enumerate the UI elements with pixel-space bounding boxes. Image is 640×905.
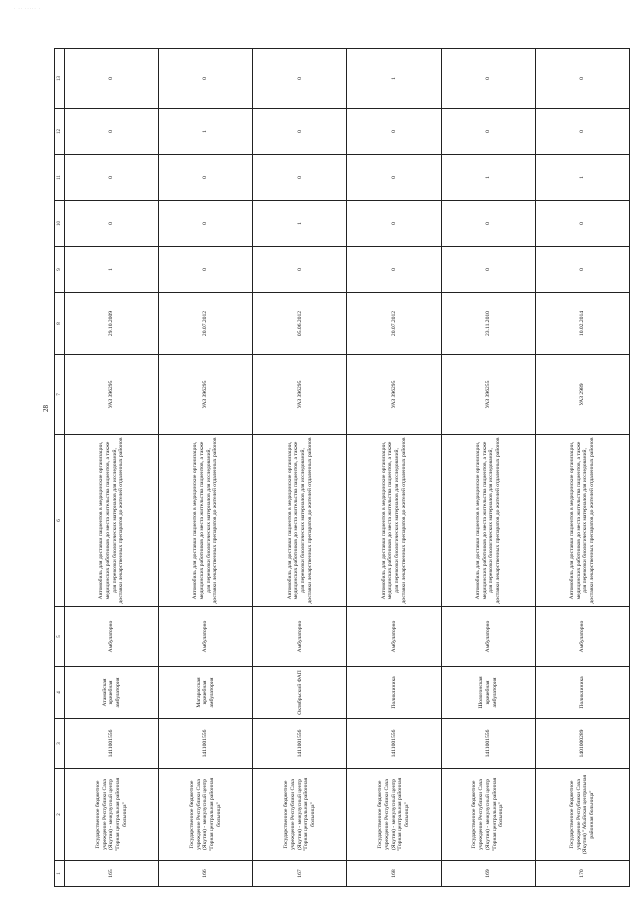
vehicle-register-table <box>54 48 630 887</box>
page-number: 28 <box>42 405 50 412</box>
count-col-11: 1 <box>441 155 535 201</box>
count-col-10: 0 <box>535 201 629 247</box>
vehicle-date: 10.02.2014 <box>535 293 629 355</box>
column-number: 6 <box>55 435 65 607</box>
count-col-9: 0 <box>347 247 441 293</box>
care-type: Амбулаторно <box>65 607 159 667</box>
vehicle-model: УАЗ 396295 <box>347 355 441 435</box>
table-row <box>253 49 347 887</box>
table-row <box>347 49 441 887</box>
inn-code: 1401000289 <box>535 719 629 769</box>
column-number: 1 <box>55 861 65 887</box>
column-number: 8 <box>55 293 65 355</box>
count-col-10: 0 <box>159 201 253 247</box>
vehicle-purpose: Автомобиль для доставки пациентов в медицинские организации, медицинских работников до места жительства пациентов, а также для перевозки биологических материалов для исследований, доставки лекарственных препаратов до жителей отдаленных районов <box>65 435 159 607</box>
count-col-11: 0 <box>65 155 159 201</box>
inn-code: 1411001556 <box>159 719 253 769</box>
column-number: 2 <box>55 769 65 861</box>
organization-name: Государственное бюджетное учреждение Республики Саха (Якутия) - межулусный центр "Горная центральная районная больница" <box>441 769 535 861</box>
column-number: 3 <box>55 719 65 769</box>
vehicle-purpose: Автомобиль для доставки пациентов в медицинские организации, медицинских работников до места жительства пациентов, а также для перевозки биологических материалов для исследований, доставки лекарственных препаратов до жителей отдаленных районов <box>535 435 629 607</box>
subdivision-name: Шологонская врачебная амбулатория <box>441 667 535 719</box>
vehicle-date: 20.07.2012 <box>347 293 441 355</box>
table-row <box>159 49 253 887</box>
organization-name: Государственное бюджетное учреждение Республики Саха (Якутия) - межулусный центр "Горная центральная районная больница" <box>159 769 253 861</box>
organization-name: Государственное бюджетное учреждение Республики Саха (Якутия) - межулусный центр "Горная центральная районная больница" <box>253 769 347 861</box>
subdivision-name: Магарасская врачебная амбулатория <box>159 667 253 719</box>
count-col-10: 0 <box>347 201 441 247</box>
column-number: 13 <box>55 49 65 109</box>
organization-name: Государственное бюджетное учреждение Республики Саха (Якутия) - межулусный центр "Горная центральная районная больница" <box>347 769 441 861</box>
row-number: 170 <box>535 861 629 887</box>
count-col-11: 0 <box>253 155 347 201</box>
count-col-10: 0 <box>65 201 159 247</box>
count-col-12: 0 <box>65 109 159 155</box>
count-col-13: 0 <box>65 49 159 109</box>
vehicle-date: 23.11.2010 <box>441 293 535 355</box>
count-col-9: 0 <box>253 247 347 293</box>
column-number-row <box>55 49 65 887</box>
vehicle-model: УАЗ 396295 <box>159 355 253 435</box>
count-col-13: 0 <box>253 49 347 109</box>
row-number: 165 <box>65 861 159 887</box>
care-type: Амбулаторно <box>159 607 253 667</box>
count-col-9: 1 <box>65 247 159 293</box>
count-col-13: 0 <box>535 49 629 109</box>
care-type: Амбулаторно <box>535 607 629 667</box>
scan-mark: · ·· ····· · <box>14 6 41 11</box>
column-number: 7 <box>55 355 65 435</box>
table-row <box>65 49 159 887</box>
care-type: Амбулаторно <box>347 607 441 667</box>
table-row <box>441 49 535 887</box>
organization-name: Государственное бюджетное учреждение Республики Саха (Якутия) "Абыйская центральная районная больница" <box>535 769 629 861</box>
subdivision-name: Октябрьский ФАП <box>253 667 347 719</box>
care-type: Амбулаторно <box>441 607 535 667</box>
row-number: 168 <box>347 861 441 887</box>
vehicle-model: УАЗ 2989 <box>535 355 629 435</box>
vehicle-date: 29.10.2009 <box>65 293 159 355</box>
inn-code: 1411001556 <box>347 719 441 769</box>
vehicle-purpose: Автомобиль для доставки пациентов в медицинские организации, медицинских работников до места жительства пациентов, а также для перевозки биологических материалов для исследований, доставки лекарственных препаратов до жителей отдаленных районов <box>347 435 441 607</box>
subdivision-name: Атамайская врачебная амбулатория <box>65 667 159 719</box>
count-col-9: 0 <box>535 247 629 293</box>
count-col-13: 0 <box>159 49 253 109</box>
organization-name: Государственное бюджетное учреждение Республики Саха (Якутия) - межулусный центр "Горная центральная районная больница" <box>65 769 159 861</box>
count-col-9: 0 <box>441 247 535 293</box>
count-col-11: 0 <box>347 155 441 201</box>
column-number: 10 <box>55 201 65 247</box>
vehicle-purpose: Автомобиль для доставки пациентов в медицинские организации, медицинских работников до места жительства пациентов, а также для перевозки биологических материалов для исследований, доставки лекарственных препаратов до жителей отдаленных районов <box>441 435 535 607</box>
vehicle-date: 05.06.2012 <box>253 293 347 355</box>
vehicle-model: УАЗ 396295 <box>253 355 347 435</box>
vehicle-model: УАЗ 396255 <box>441 355 535 435</box>
row-number: 169 <box>441 861 535 887</box>
count-col-12: 0 <box>535 109 629 155</box>
count-col-11: 0 <box>159 155 253 201</box>
column-number: 9 <box>55 247 65 293</box>
count-col-12: 0 <box>441 109 535 155</box>
vehicle-date: 20.07.2012 <box>159 293 253 355</box>
count-col-13: 1 <box>347 49 441 109</box>
count-col-12: 0 <box>253 109 347 155</box>
column-number: 11 <box>55 155 65 201</box>
vehicle-model: УАЗ 396295 <box>65 355 159 435</box>
vehicle-purpose: Автомобиль для доставки пациентов в медицинские организации, медицинских работников до места жительства пациентов, а также для перевозки биологических материалов для исследований, доставки лекарственных препаратов до жителей отдаленных районов <box>253 435 347 607</box>
vehicle-purpose: Автомобиль для доставки пациентов в медицинские организации, медицинских работников до места жительства пациентов, а также для перевозки биологических материалов для исследований, доставки лекарственных препаратов до жителей отдаленных районов <box>159 435 253 607</box>
care-type: Амбулаторно <box>253 607 347 667</box>
count-col-10: 1 <box>253 201 347 247</box>
count-col-12: 0 <box>347 109 441 155</box>
row-number: 167 <box>253 861 347 887</box>
subdivision-name: Поликлиника <box>535 667 629 719</box>
table-row <box>535 49 629 887</box>
count-col-12: 1 <box>159 109 253 155</box>
column-number: 4 <box>55 667 65 719</box>
inn-code: 1411001556 <box>253 719 347 769</box>
inn-code: 1411001556 <box>441 719 535 769</box>
count-col-9: 0 <box>159 247 253 293</box>
inn-code: 1411001556 <box>65 719 159 769</box>
count-col-11: 1 <box>535 155 629 201</box>
count-col-13: 0 <box>441 49 535 109</box>
column-number: 12 <box>55 109 65 155</box>
column-number: 5 <box>55 607 65 667</box>
count-col-10: 0 <box>441 201 535 247</box>
subdivision-name: Поликлиника <box>347 667 441 719</box>
rotated-table-container <box>54 49 630 887</box>
row-number: 166 <box>159 861 253 887</box>
